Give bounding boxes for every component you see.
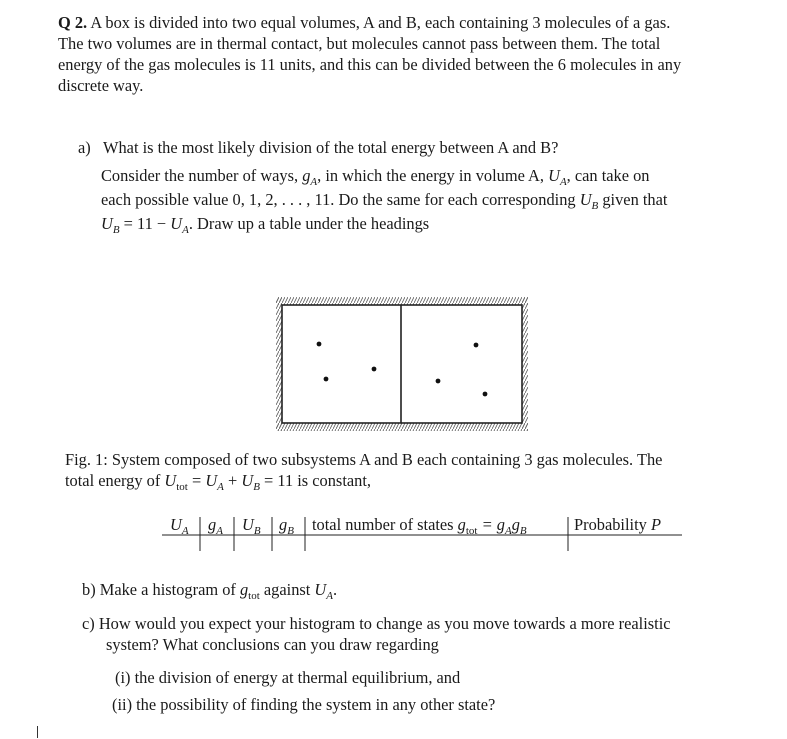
part-b-label: b) — [82, 580, 96, 599]
part-a-body-line-2: each possible value 0, 1, 2, . . . , 11. Do the same for each corresponding $U_B$ given that — [101, 190, 668, 212]
heading-probability: Probability P — [574, 515, 661, 534]
question-number: Q 2. — [58, 13, 88, 32]
molecule-a-2 — [372, 367, 377, 372]
part-a-body — [101, 165, 761, 237]
top-wall — [276, 297, 528, 305]
molecule-a-3 — [324, 377, 329, 382]
question-line-2: The two volumes are in thermal contact, but molecules cannot pass between them. The total — [58, 34, 661, 53]
part-c — [82, 613, 752, 655]
figure-caption — [65, 449, 745, 494]
part-a-body-line-1: Consider the number of ways, $g_A$, in which the energy in volume A, $U_A$, can take on — [101, 166, 650, 188]
heading-total-states: total number of states $g_{tot} = g_Ag_B$ — [312, 515, 527, 537]
molecule-a-1 — [317, 342, 322, 347]
table-headings — [162, 513, 682, 553]
part-b: b) Make a histogram of $g_{tot}$ against $U_A$. — [82, 580, 338, 602]
cursor-mark — [37, 726, 38, 738]
molecule-b-2 — [436, 379, 441, 384]
part-a-question: What is the most likely division of the total energy between A and B? — [103, 138, 559, 157]
question-text — [58, 12, 763, 96]
part-c-line-2: system? What conclusions can you draw regarding — [106, 635, 439, 654]
box-outline — [282, 305, 522, 423]
heading-ua: $U_A$ — [170, 515, 189, 537]
question-line-3: energy of the gas molecules is 11 units, and this can be divided between the 6 molecules in any — [58, 55, 682, 74]
box-diagram — [276, 297, 528, 431]
heading-ga: $g_A$ — [208, 515, 223, 537]
question-line-4: discrete way. — [58, 76, 144, 95]
molecule-b-3 — [483, 392, 488, 397]
part-c-item-ii: (ii) the possibility of finding the system in any other state? — [112, 695, 496, 714]
caption-line-1: Fig. 1: System composed of two subsystems A and B each containing 3 gas molecules. The — [65, 450, 663, 469]
part-a-body-line-3: $U_B = 11 - U_A$. Draw up a table under the headings — [101, 214, 430, 236]
part-c-label: c) — [82, 614, 95, 633]
part-a-label: a) — [78, 138, 91, 157]
left-wall — [276, 297, 282, 431]
heading-ub: $U_B$ — [242, 515, 261, 537]
heading-gb: $g_B$ — [279, 515, 294, 537]
part-c-item-i: (i) the division of energy at thermal equilibrium, and — [115, 668, 461, 687]
figure-box — [276, 297, 528, 436]
right-wall — [522, 297, 528, 431]
molecule-b-1 — [474, 343, 479, 348]
part-c-line-1: c) How would you expect your histogram to change as you move towards a more realistic — [82, 614, 671, 633]
caption-line-2: total energy of $U_{tot} = U_A + U_B = 11$ is constant, — [65, 471, 371, 493]
bottom-wall — [276, 423, 528, 431]
question-line-1: Q 2. A box is divided into two equal volumes, A and B, each containing 3 molecules of a gas. — [58, 13, 671, 32]
